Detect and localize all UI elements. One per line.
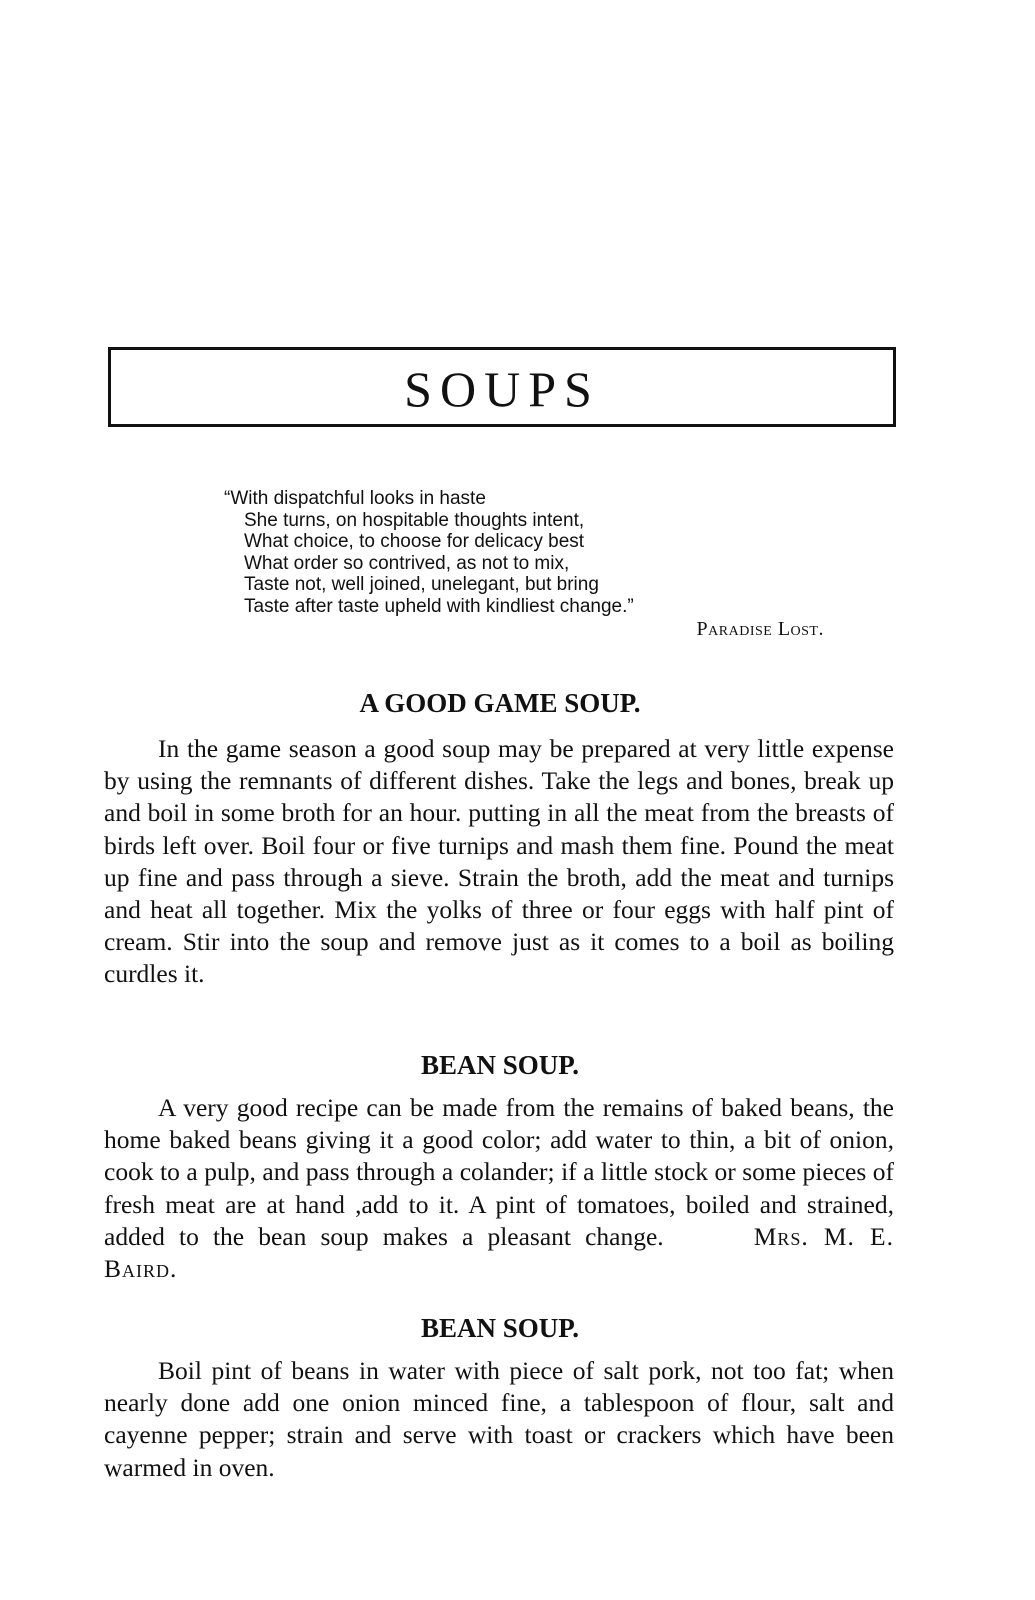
recipe-heading: A GOOD GAME SOUP. [359,688,641,718]
recipe-body [104,1355,894,1484]
epigraph-line: “With dispatchful looks in haste [224,488,486,509]
chapter-title-box [108,347,896,427]
recipe-body [104,733,894,991]
recipe-text: In the game season a good soup may be prepared at very little expense by using the remnants of different dishes. Take the legs and bones, break up and boil in some broth for an hour. putting in all the meat from the breasts of birds left over. Boil four or five turnips and mash them fine. Pound the meat up fine and pass through a sieve. Strain the broth, add the meat and turnips and heat all together. Mix the yolks of three or four eggs with half pint of cream. Stir into the soup and remove just as it comes to a boil as boiling curdles it. [104,734,894,989]
recipe-body [104,1092,894,1285]
recipe-signature: Mrs. M. E. Baird. [104,1221,894,1284]
epigraph-line: What choice, to choose for delicacy best [244,531,585,552]
epigraph-attribution: Paradise Lost. [696,618,824,640]
epigraph-line: She turns, on hospitable thoughts intent, [244,509,585,531]
epigraph [224,488,824,641]
chapter-title: SOUPS [404,361,600,417]
epigraph-line: Taste after taste upheld with kindliest change.” [244,595,634,617]
epigraph-line: Taste not, well joined, unelegant, but bring [244,574,599,595]
recipe-heading: BEAN SOUP. [420,1050,580,1080]
recipe-text: A very good recipe can be made from the remains of baked beans, the home baked beans giving it a good color; add water to thin, a bit of onion, cook to a pulp, and pass through a colander; if a little stock or some pieces of fresh meat are at hand ,add to it. A pint of tomatoes, boiled and strained, added to the bean soup makes a pleasant change. [104,1093,894,1251]
recipe-text: Boil pint of beans in water with piece of salt pork, not too fat; when nearly done add one onion minced fine, a tablespoon of flour, salt and cayenne pepper; strain and serve with toast or crackers which have been warmed in oven. [104,1356,894,1482]
recipe-heading: BEAN SOUP. [420,1313,580,1343]
epigraph-line: What order so contrived, as not to mix, [244,552,570,574]
